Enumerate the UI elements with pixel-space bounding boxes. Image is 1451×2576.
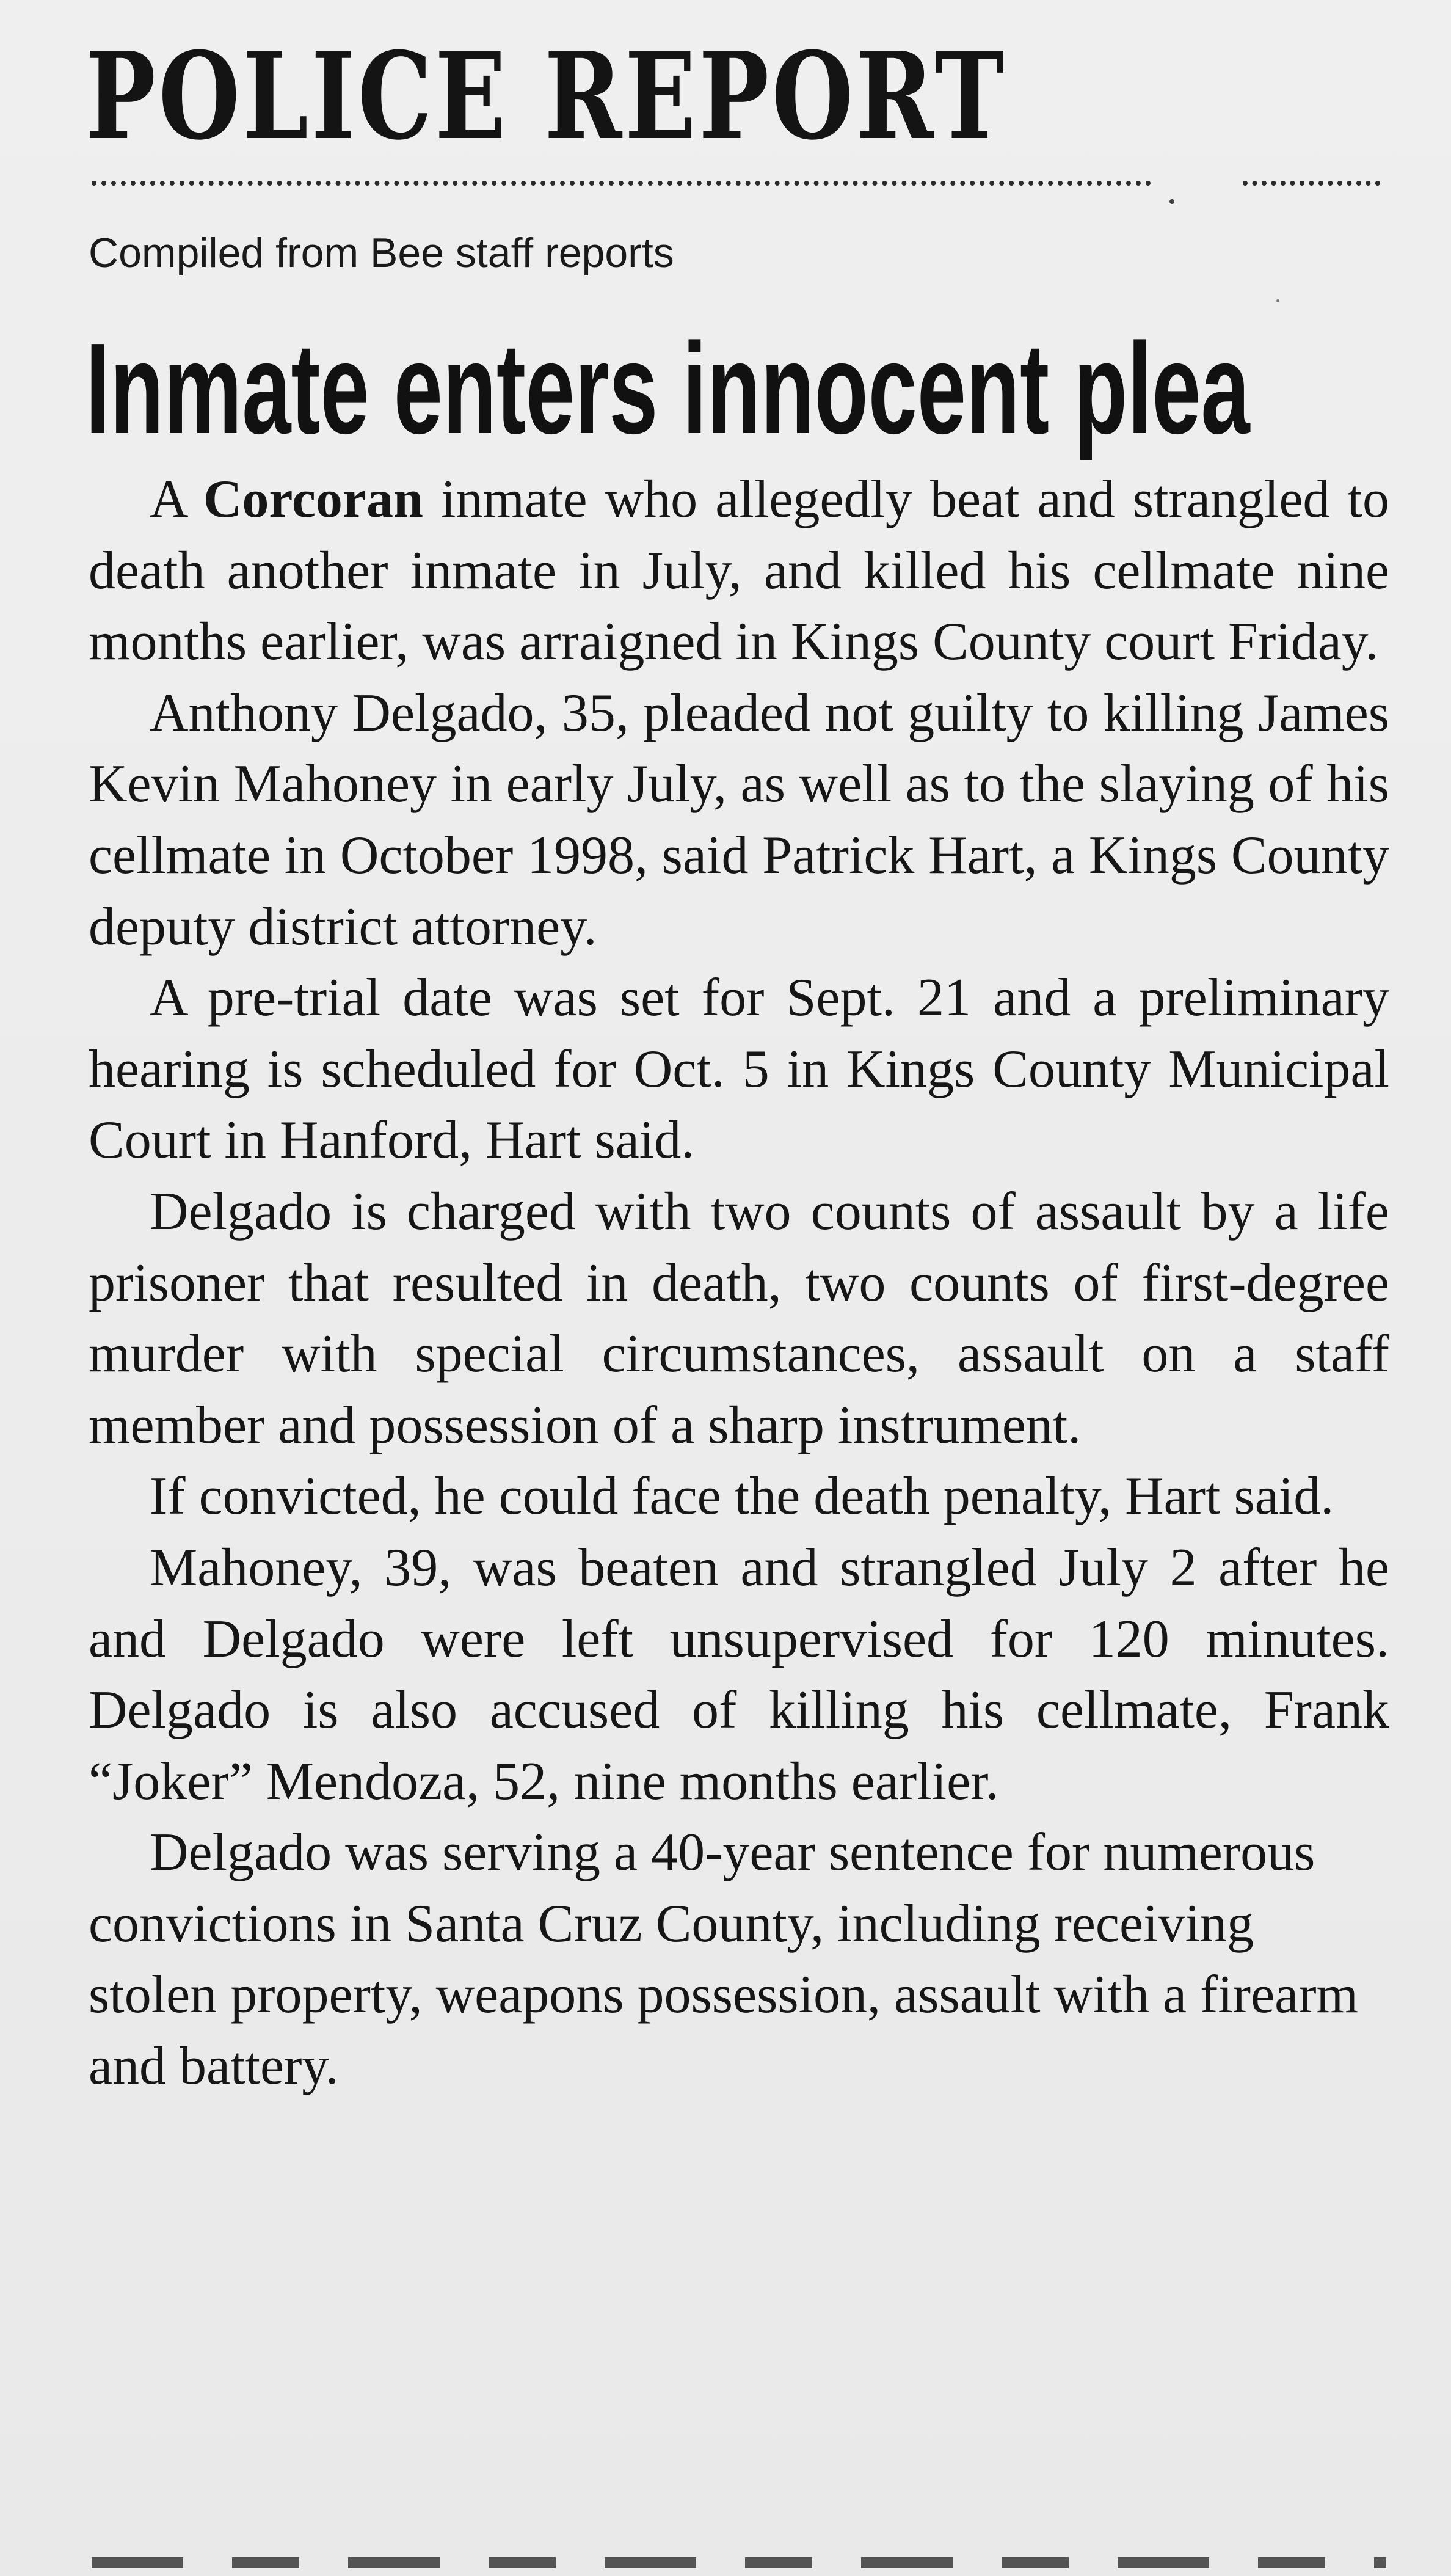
section-divider [92, 181, 1151, 186]
article-paragraph [89, 464, 1389, 678]
section-divider-short [1243, 181, 1380, 186]
article-paragraph: Delgado is charged with two counts of assault by a life prisoner that resulted in death, two counts of first-degree murder with special circumstances, assault on a staff member and possession of a sharp instrument. [89, 1181, 1389, 1455]
lead-prefix: A [150, 470, 203, 529]
byline-credit: Compiled from Bee staff reports [89, 230, 674, 276]
article-paragraph: Mahoney, 39, was beaten and strangled July 2 after he and Delgado were left unsupervised for 120 minutes. Delgado is also accused of killing his cellmate, Frank “Joker” Mendoza, 52, nine months earlier. [89, 1538, 1389, 1811]
article-paragraph: Anthony Delgado, 35, pleaded not guilty to killing James Kevin Mahoney in early July, as well as to the slaying of his cellmate in October 1998, said Patrick Hart, a Kings County deputy district attorney. [89, 683, 1389, 957]
article-paragraph: A pre-trial date was set for Sept. 21 and a preliminary hearing is scheduled for Oct. 5 in Kings County Municipal Court in Hanford, Hart said. [89, 968, 1389, 1170]
next-article-edge [92, 2557, 1386, 2568]
print-speck [1276, 299, 1279, 302]
print-speck [1169, 199, 1174, 204]
article-body [89, 464, 1389, 2103]
dateline-location: Corcoran [203, 470, 423, 529]
paragraph-text: inmate who allegedly beat and strangled to death another inmate in July, and killed his cellmate nine months earlier, was arraigned in Kings County court Friday. [89, 470, 1389, 672]
article-paragraph: Delgado was serving a 40-year sentence for numerous convictions in Santa Cruz County, including receiving stolen property, weapons possession, assault with a firearm and battery. [89, 1823, 1358, 2096]
section-title: POLICE REPORT [85, 26, 1008, 167]
article-headline: Inmate enters innocent plea [85, 316, 1250, 461]
article-paragraph: If convicted, he could face the death penalty, Hart said. [150, 1467, 1334, 1527]
